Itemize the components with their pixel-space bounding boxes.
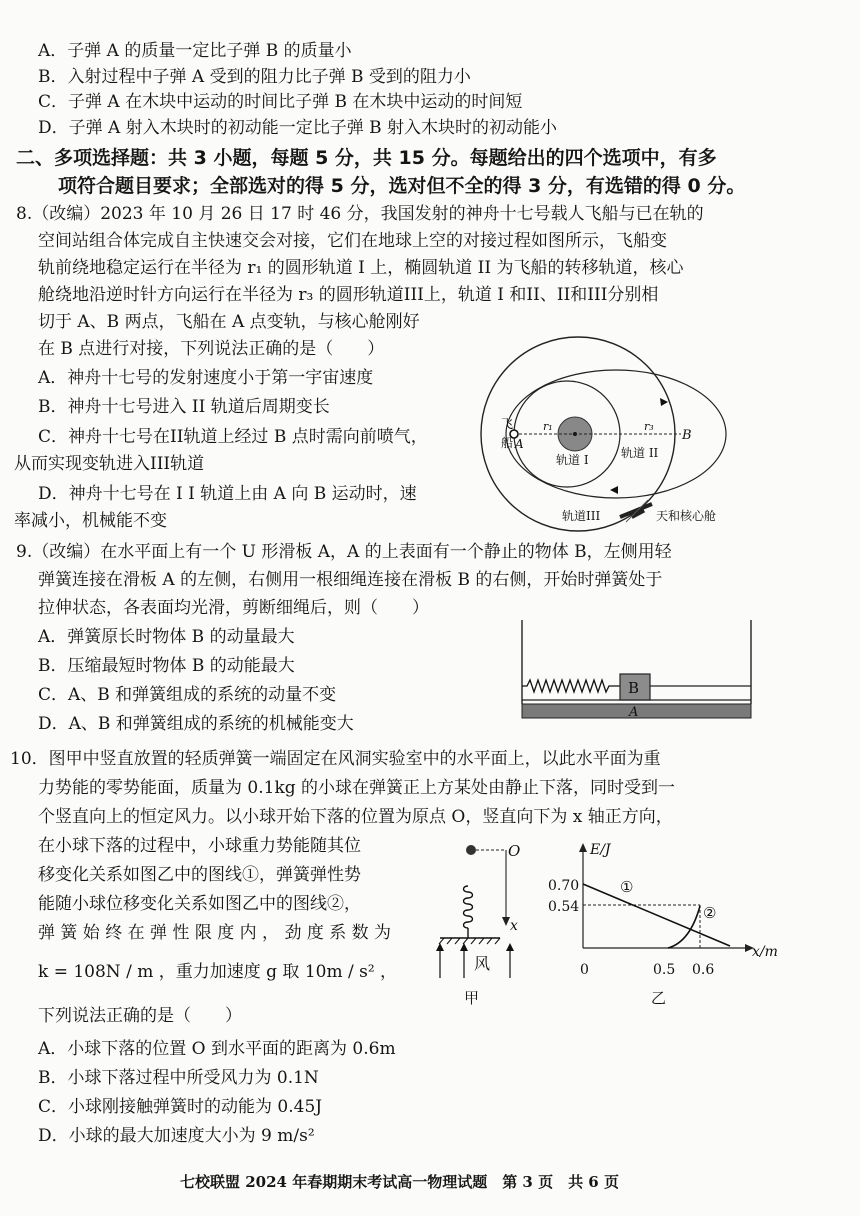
q7-option-a: A．子弹 A 的质量一定比子弹 B 的质量小 — [38, 41, 352, 61]
q8-option-d-cont: 率减小，机械能不变 — [14, 511, 167, 531]
q7-option-b: B．入射过程中子弹 A 受到的阻力比子弹 B 受到的阻力小 — [38, 67, 471, 87]
orbit-arrow-bottom — [610, 486, 618, 494]
energy-graph — [540, 838, 790, 1008]
q7-option-c: C．子弹 A 在木块中运动的时间比子弹 B 在木块中运动的时间短 — [38, 92, 523, 112]
q10-option-d: D．小球的最大加速度大小为 9 m/s² — [38, 1126, 315, 1146]
q10-option-c: C．小球刚接触弹簧时的动能为 0.45J — [38, 1097, 323, 1117]
spring — [522, 680, 620, 692]
label-a: A — [515, 437, 524, 451]
q10-stem-line9: 下列说法正确的是（ ） — [38, 1006, 242, 1026]
q8-stem-line5: 切于 A、B 两点，飞船在 A 点变轨，与核心舱刚好 — [38, 312, 420, 332]
q9-option-d: D．A、B 和弹簧组成的系统的机械能变大 — [38, 714, 354, 734]
q10-option-b: B．小球下落过程中所受风力为 0.1N — [38, 1068, 319, 1088]
q9-stem-line1: 9.（改编）在水平面上有一个 U 形滑板 A，A 的上表面有一个静止的物体 B，左侧用轻 — [16, 542, 672, 562]
q7-option-d: D．子弹 A 射入木块时的初动能一定比子弹 B 射入木块时的初动能小 — [38, 118, 558, 138]
q8-stem-line3: 轨前绕地稳定运行在半径为 r₁ 的圆形轨道 I 上，椭圆轨道 II 为飞船的转移轨道，核心 — [38, 258, 684, 278]
board-a-label: A — [629, 705, 639, 720]
graph-tick-x2: 0.6 — [692, 962, 715, 978]
label-orbit-3: 轨道III — [562, 509, 601, 523]
q10-stem-line8: k = 108N / m ，重力加速度 g 取 10m / s² ， — [38, 962, 398, 982]
q9-option-b: B．压缩最短时物体 B 的动能最大 — [38, 656, 295, 676]
x-axis-label: x — [510, 918, 518, 934]
spring-coil — [464, 886, 473, 928]
q10-option-a: A．小球下落的位置 O 到水平面的距离为 0.6m — [38, 1039, 396, 1059]
q8-stem-line4: 舱绕地沿逆时针方向运行在半径为 r₃ 的圆形轨道III上，轨道 I 和II、II和III分别相 — [38, 285, 659, 305]
graph-y-label: E/J — [590, 842, 611, 858]
caption-yi: 乙 — [651, 989, 667, 1007]
q8-option-b: B．神舟十七号进入 II 轨道后周期变长 — [38, 397, 330, 417]
label-r3: r₃ — [644, 420, 654, 433]
block-b-label: B — [628, 679, 640, 697]
page-footer: 七校联盟 2024 年春期期末考试高一物理试题 第 3 页 共 6 页 — [180, 1173, 619, 1191]
q8-option-a: A．神舟十七号的发射速度小于第一宇宙速度 — [38, 368, 374, 388]
q8-option-d: D．神舟十七号在 I I 轨道上由 A 向 B 运动时，速 — [38, 484, 417, 504]
origin-label: O — [508, 842, 521, 860]
line-1-label: ① — [620, 878, 634, 896]
q8-option-c: C．神舟十七号在II轨道上经过 B 点时需向前喷气， — [38, 427, 428, 447]
line-2-label: ② — [703, 904, 717, 922]
label-station: 天和核心舱 — [656, 509, 717, 523]
q10-stem-line7: 弹 簧 始 终 在 弹 性 限 度 内 ， 劲 度 系 数 为 — [38, 923, 392, 943]
label-orbit-2: 轨道 II — [621, 446, 659, 460]
q9-stem-line2: 弹簧连接在滑板 A 的左侧，右侧用一根细绳连接在滑板 B 的右侧，开始时弹簧处于 — [38, 570, 663, 590]
ball — [466, 845, 476, 855]
spring-wind-diagram — [430, 838, 540, 1008]
graph-origin-label: 0 — [580, 962, 589, 978]
graph-x-label: x/m — [752, 944, 778, 960]
wind-label: 风 — [474, 954, 491, 973]
q10-stem-line6: 能随小球位移变化关系如图乙中的图线②， — [38, 894, 361, 914]
q10-stem-line4: 在小球下落的过程中，小球重力势能随其位 — [38, 836, 361, 856]
graph-y-arrowhead — [579, 843, 587, 852]
caption-jia: 甲 — [464, 989, 480, 1007]
x-axis-arrowhead — [502, 917, 510, 926]
section2-header-line1: 二、多项选择题：共 3 小题，每题 5 分，共 15 分。每题给出的四个选项中，有多 — [16, 147, 717, 169]
q10-stem-line5: 移变化关系如图乙中的图线①，弹簧弹性势 — [38, 865, 361, 885]
label-r1: r₁ — [543, 420, 553, 433]
q8-option-c-cont: 从而实现变轨进入III轨道 — [14, 454, 205, 474]
q10-stem-line3: 个竖直向上的恒定风力。以小球开始下落的位置为原点 O，竖直向下为 x 轴正方向， — [38, 807, 673, 827]
q9-option-a: A．弹簧原长时物体 B 的动量最大 — [38, 627, 295, 647]
orbit-arrow-right — [660, 398, 668, 406]
ground-hatch — [439, 938, 500, 944]
label-orbit-1: 轨道 I — [556, 453, 589, 467]
wind-arrowheads — [436, 943, 514, 951]
label-craft-2: 船 — [501, 436, 514, 450]
q9-stem-line3: 拉伸状态，各表面均光滑，剪断细绳后，则（ ） — [38, 598, 429, 618]
q10-stem-line2: 力势能的零势能面，质量为 0.1kg 的小球在弹簧正上方某处由静止下落，同时受到一 — [38, 778, 676, 798]
graph-tick-y2: 0.54 — [548, 899, 580, 915]
q8-stem-line6: 在 B 点进行对接，下列说法正确的是（ ） — [38, 339, 385, 359]
graph-tick-x1: 0.5 — [653, 962, 676, 978]
graph-tick-y1: 0.70 — [548, 878, 580, 894]
label-b: B — [682, 428, 692, 443]
label-craft-1: 飞 — [501, 417, 514, 431]
q8-stem-line1: 8.（改编）2023 年 10 月 26 日 17 时 46 分，我国发射的神舟十七号载人飞船与已在轨的 — [16, 204, 704, 224]
q10-stem-line1: 10．图甲中竖直放置的轻质弹簧一端固定在风洞实验室中的水平面上，以此水平面为重 — [10, 749, 661, 769]
q8-stem-line2: 空间站组合体完成自主快速交会对接，它们在地球上空的对接过程如图所示，飞船变 — [38, 231, 667, 251]
orbit-diagram — [470, 332, 770, 532]
q9-option-c: C．A、B 和弹簧组成的系统的动量不变 — [38, 685, 337, 705]
section2-header-line2: 项符合题目要求；全部选对的得 5 分，选对但不全的得 3 分，有选错的得 0 分。 — [58, 175, 746, 197]
u-board-diagram — [515, 620, 760, 725]
